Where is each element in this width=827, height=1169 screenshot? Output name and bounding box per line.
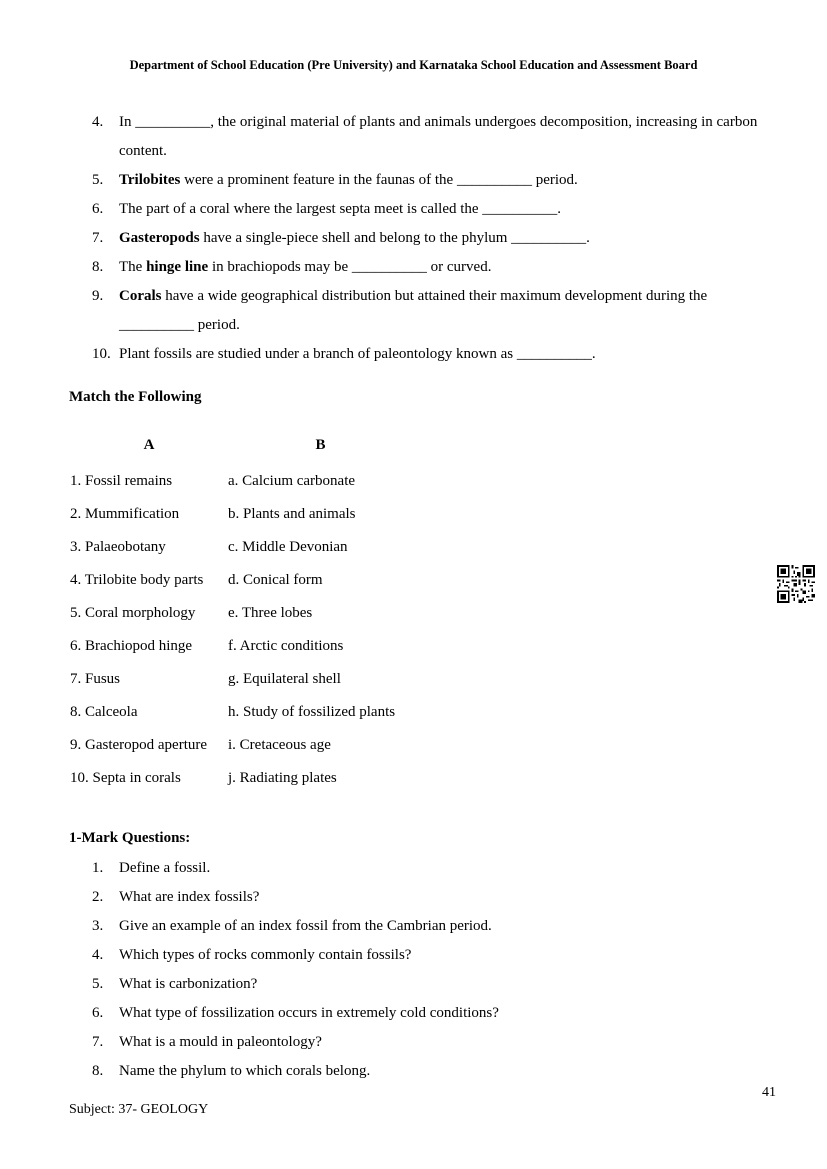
column-a-cell: 3. Palaeobotany — [70, 539, 166, 555]
list-item — [92, 1057, 499, 1086]
item-keyword: Corals — [119, 288, 162, 304]
item-text: were a prominent feature in the faunas of the __________ period. — [180, 172, 578, 188]
table-row — [70, 531, 488, 564]
item-number: 7. — [92, 1034, 104, 1050]
item-number: 2. — [92, 889, 104, 905]
item-text: Give an example of an index fossil from the Cambrian period. — [119, 918, 492, 934]
page-header: Department of School Education (Pre University) and Karnataka School Education and Assessment Board — [129, 58, 698, 72]
column-a-cell: 10. Septa in corals — [70, 770, 181, 786]
column-b-cell: a. Calcium carbonate — [228, 473, 356, 489]
match-table — [70, 437, 488, 795]
list-item — [92, 224, 782, 253]
item-text: have a wide geographical distribution but attained their maximum development during the __________ period. — [119, 288, 708, 333]
list-item — [92, 195, 782, 224]
item-text: Name the phylum to which corals belong. — [119, 1063, 371, 1079]
table-row — [70, 663, 488, 696]
list-item — [92, 340, 782, 369]
page-footer: Subject: 37- GEOLOGY — [69, 1102, 209, 1117]
item-text: The — [119, 259, 147, 275]
item-number: 8. — [92, 1063, 104, 1079]
column-b-header: B — [315, 437, 326, 453]
item-text: Which types of rocks commonly contain fossils? — [119, 947, 412, 963]
qr-code-icon[interactable] — [777, 565, 815, 603]
list-item — [92, 253, 782, 282]
item-number: 1. — [92, 860, 104, 876]
column-b-cell: g. Equilateral shell — [228, 671, 341, 687]
item-text: What is a mould in paleontology? — [119, 1034, 322, 1050]
list-item — [92, 912, 499, 941]
table-row — [70, 597, 488, 630]
list-item — [92, 999, 499, 1028]
fill-in-the-blanks-list — [92, 108, 782, 369]
match-column-headers — [70, 437, 488, 465]
table-row — [70, 762, 488, 795]
item-text: In __________, the original material of plants and animals undergoes decomposition, increasing in carbon content. — [119, 114, 758, 159]
column-a-cell: 8. Calceola — [70, 704, 138, 720]
column-b-cell: f. Arctic conditions — [228, 638, 344, 654]
item-number: 6. — [92, 201, 104, 217]
column-a-cell: 9. Gasteropod aperture — [70, 737, 208, 753]
column-b-cell: j. Radiating plates — [228, 770, 337, 786]
column-b-cell: d. Conical form — [228, 572, 323, 588]
column-a-header: A — [143, 437, 155, 453]
item-keyword: Trilobites — [119, 172, 181, 188]
list-item — [92, 282, 782, 340]
column-b-cell: i. Cretaceous age — [228, 737, 331, 753]
item-keyword: Gasteropods — [119, 230, 200, 246]
column-a-cell: 4. Trilobite body parts — [70, 572, 204, 588]
column-a-cell: 5. Coral morphology — [70, 605, 196, 621]
one-mark-question-list — [92, 854, 499, 1086]
item-text: have a single-piece shell and belong to the phylum __________. — [199, 230, 590, 246]
item-number: 3. — [92, 918, 104, 934]
list-item — [92, 883, 499, 912]
item-number: 4. — [92, 114, 104, 130]
table-row — [70, 630, 488, 663]
item-keyword: hinge line — [146, 259, 209, 275]
table-row — [70, 498, 488, 531]
item-text: Define a fossil. — [119, 860, 211, 876]
one-mark-heading: 1-Mark Questions: — [69, 830, 191, 846]
page-number: 41 — [762, 1085, 776, 1100]
list-item — [92, 108, 782, 166]
item-text: Plant fossils are studied under a branch of paleontology known as __________. — [119, 346, 596, 362]
table-row — [70, 564, 488, 597]
column-a-cell: 1. Fossil remains — [70, 473, 173, 489]
item-number: 6. — [92, 1005, 104, 1021]
list-item — [92, 166, 782, 195]
column-b-cell: b. Plants and animals — [228, 506, 356, 522]
item-text: What type of fossilization occurs in extremely cold conditions? — [119, 1005, 499, 1021]
list-item — [92, 970, 499, 999]
item-number: 5. — [92, 976, 104, 992]
match-heading: Match the Following — [69, 389, 202, 405]
item-number: 8. — [92, 259, 104, 275]
table-row — [70, 696, 488, 729]
item-text: The part of a coral where the largest septa meet is called the __________. — [119, 201, 562, 217]
item-text: in brachiopods may be __________ or curved. — [208, 259, 492, 275]
list-item — [92, 1028, 499, 1057]
column-b-cell: h. Study of fossilized plants — [228, 704, 396, 720]
item-number: 4. — [92, 947, 104, 963]
item-number: 5. — [92, 172, 104, 188]
item-number: 7. — [92, 230, 104, 246]
column-a-cell: 6. Brachiopod hinge — [70, 638, 193, 654]
column-b-cell: c. Middle Devonian — [228, 539, 348, 555]
item-text: What are index fossils? — [119, 889, 260, 905]
list-item — [92, 941, 499, 970]
column-b-cell: e. Three lobes — [228, 605, 313, 621]
item-number: 10. — [92, 346, 111, 362]
column-a-cell: 2. Mummification — [70, 506, 180, 522]
list-item — [92, 854, 499, 883]
item-number: 9. — [92, 288, 104, 304]
table-row — [70, 729, 488, 762]
item-text: What is carbonization? — [119, 976, 258, 992]
table-row — [70, 465, 488, 498]
column-a-cell: 7. Fusus — [70, 671, 121, 687]
